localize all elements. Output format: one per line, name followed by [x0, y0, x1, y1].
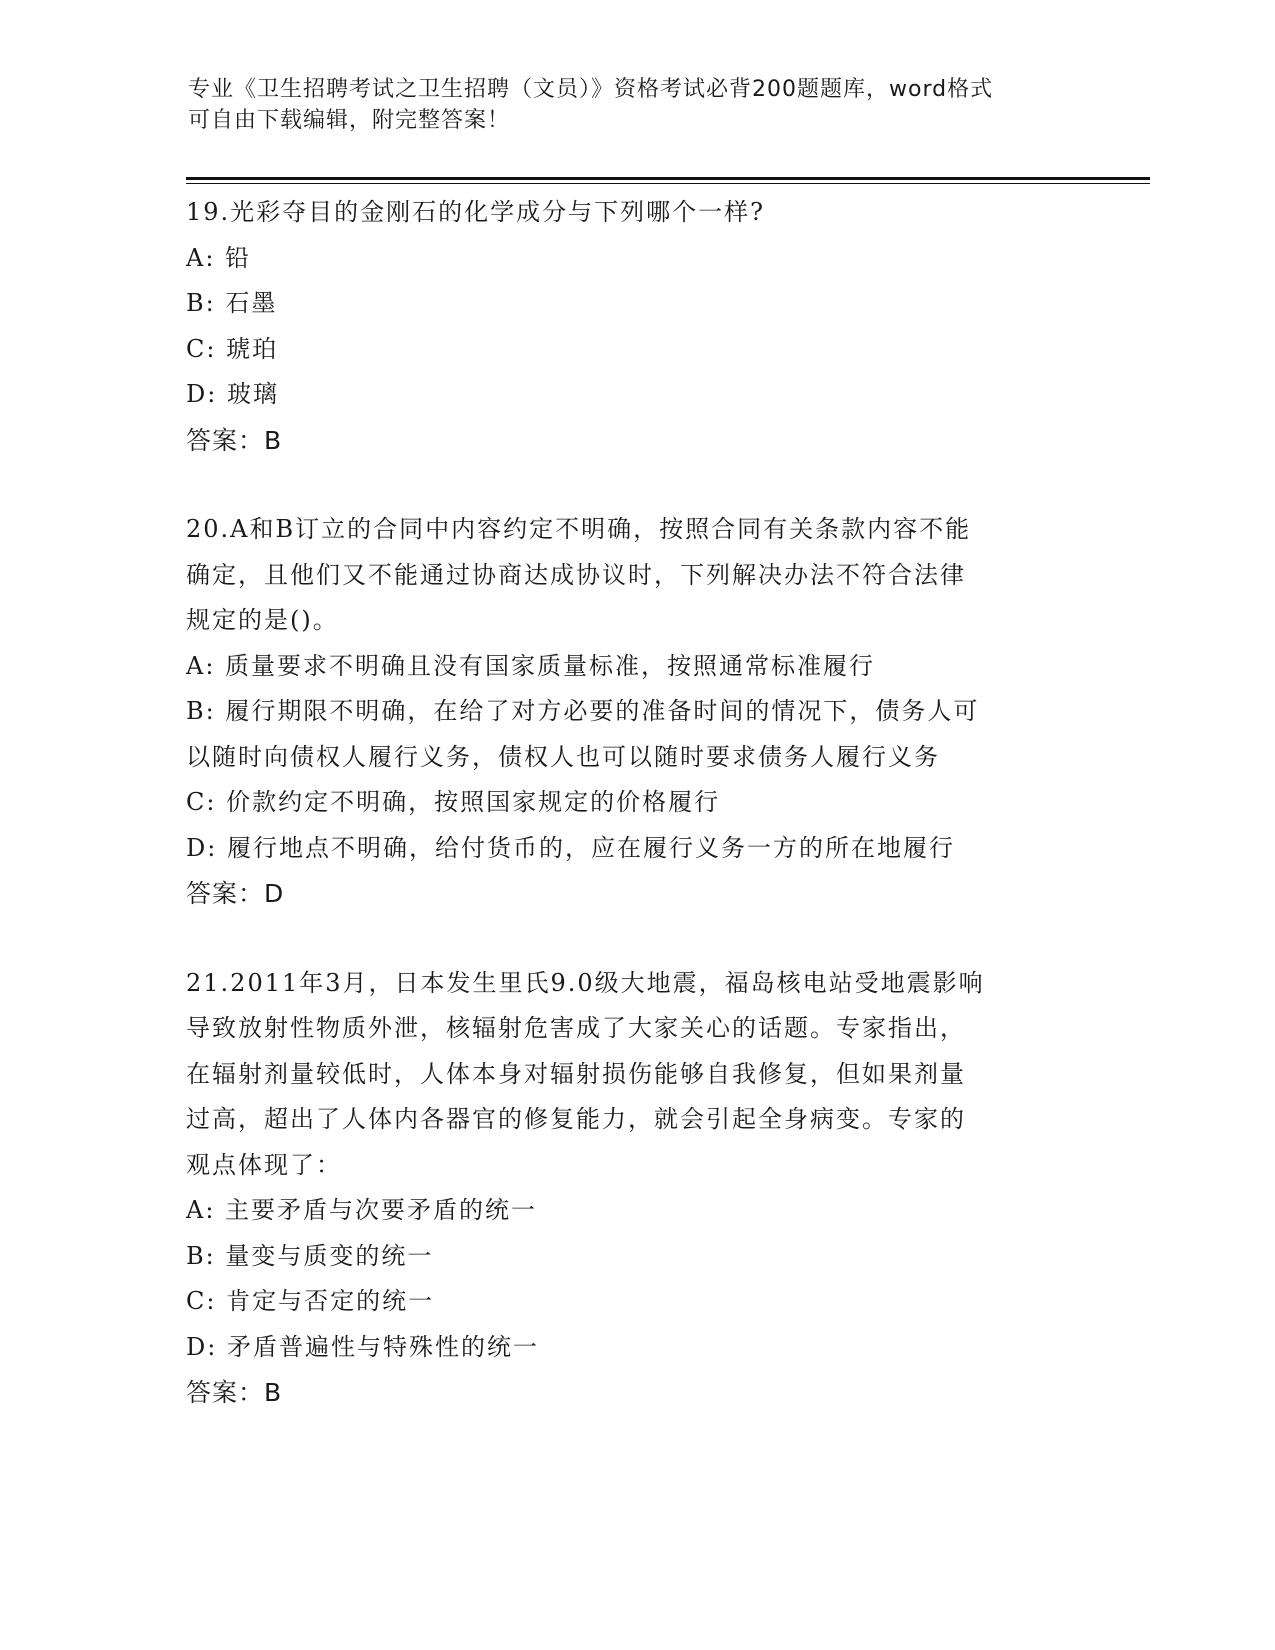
header-divider-thick — [186, 177, 1150, 180]
answer-option: D: 矛盾普遍性与特殊性的统一 — [186, 1332, 539, 1361]
question-block — [186, 507, 1086, 917]
answer-option: D: 玻璃 — [186, 380, 279, 408]
question-stem-line: 导致放射性物质外泄，核辐射危害成了大家关心的话题。专家指出， — [186, 1014, 966, 1042]
answer-option: C: 价款约定不明确，按照国家规定的价格履行 — [186, 788, 721, 816]
question-stem-line: 19.光彩夺目的金刚石的化学成分与下列哪个一样? — [186, 198, 766, 226]
header-line-1: 专业《卫生招聘考试之卫生招聘（文员）》资格考试必背200题题库，word格式 — [188, 77, 994, 102]
answer-option: D: 履行地点不明确，给付货币的，应在履行义务一方的所在地履行 — [186, 833, 955, 862]
answer-option: A: 质量要求不明确且没有国家质量标准，按照通常标准履行 — [186, 651, 876, 680]
answer-option: A: 主要矛盾与次要矛盾的统一 — [186, 1196, 538, 1224]
question-stem-line: 过高，超出了人体内各器官的修复能力，就会引起全身病变。专家的 — [186, 1105, 966, 1133]
question-block — [186, 961, 1086, 1416]
answer-option: B: 量变与质变的统一 — [186, 1241, 434, 1270]
answer-option: C: 肯定与否定的统一 — [186, 1287, 435, 1315]
question-stem-line: 21.2011年3月，日本发生里氏9.0级大地震，福岛核电站受地震影响 — [186, 968, 985, 997]
document-header — [188, 74, 1068, 136]
question-stem-line: 观点体现了： — [186, 1150, 342, 1179]
question-stem-line: 确定，且他们又不能通过协商达成协议时，下列解决办法不符合法律 — [186, 560, 966, 589]
question-stem-line: 20.A和B订立的合同中内容约定不明确，按照合同有关条款内容不能 — [186, 515, 972, 543]
header-divider-thin — [186, 183, 1150, 184]
question-stem-line: 规定的是()。 — [186, 606, 339, 634]
answer-key: 答案：B — [186, 425, 283, 455]
answer-option: A: 铅 — [186, 243, 252, 272]
answer-option: B: 石墨 — [186, 289, 278, 317]
answer-key: 答案：D — [186, 879, 285, 908]
answer-option: C: 琥珀 — [186, 334, 279, 363]
answer-option: 以随时向债权人履行义务，债权人也可以随时要求债务人履行义务 — [186, 742, 940, 771]
question-block — [186, 190, 1086, 463]
question-list — [186, 190, 1086, 1416]
header-line-2: 可自由下载编辑，附完整答案！ — [188, 108, 511, 133]
answer-option: B: 履行期限不明确，在给了对方必要的准备时间的情况下，债务人可 — [186, 697, 980, 725]
answer-key: 答案：B — [186, 1378, 283, 1407]
question-stem-line: 在辐射剂量较低时，人体本身对辐射损伤能够自我修复，但如果剂量 — [186, 1059, 966, 1088]
